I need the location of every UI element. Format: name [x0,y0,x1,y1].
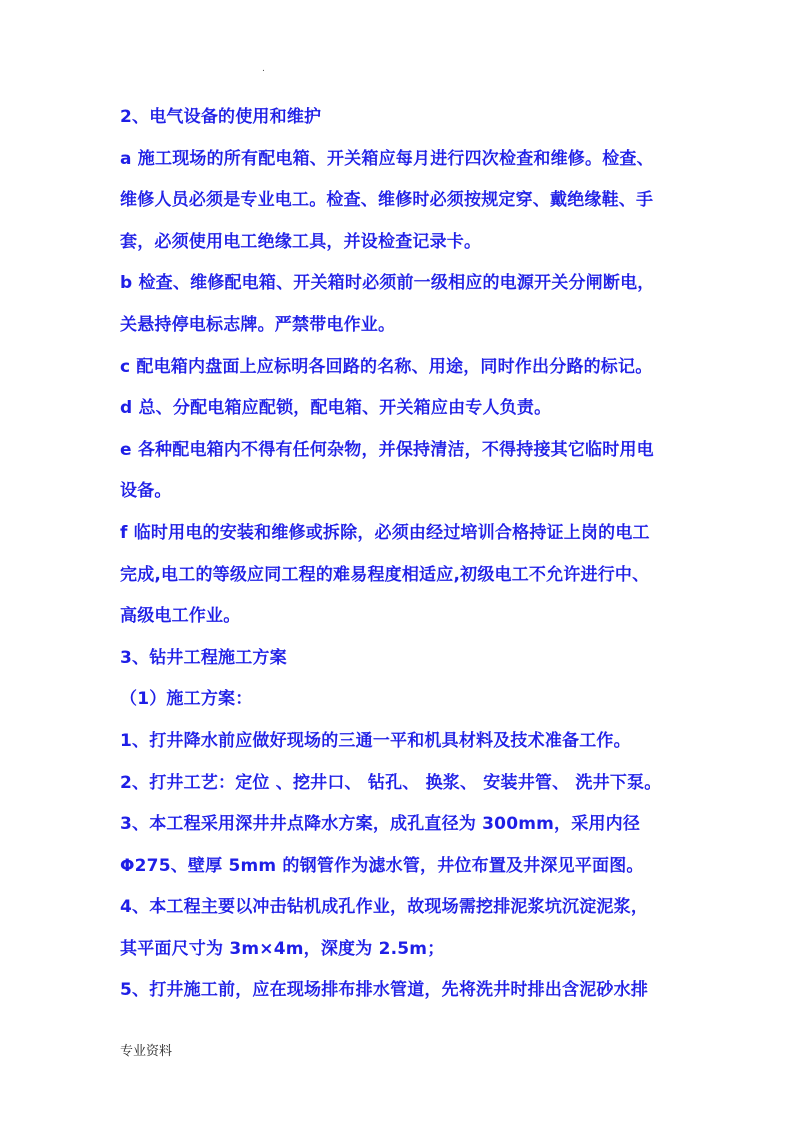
paragraph-line: 完成,电工的等级应同工程的难易程度相适应,初级电工不允许进行中、 [120,564,650,585]
document-body [120,100,700,1015]
paragraph-line: 1、打井降水前应做好现场的三通一平和机具材料及技术准备工作。 [120,730,631,751]
paragraph-line: 高级电工作业。 [120,606,241,627]
subsection-heading: （1）施工方案： [120,689,253,710]
paragraph-line: Φ275、壁厚 5mm 的钢管作为滤水管，井位布置及井深见平面图。 [120,855,644,876]
paragraph-line: 套，必须使用电工绝缘工具，并设检查记录卡。 [120,231,482,252]
paragraph-line: 设备。 [120,481,172,502]
section-heading-electrical: 2、电气设备的使用和维护 [120,107,322,127]
section-heading-drilling: 3、钻井工程施工方案 [120,647,287,668]
header-mark: . [262,64,265,74]
paragraph-line: 3、本工程采用深井井点降水方案，成孔直径为 300mm，采用内径 [120,814,641,835]
paragraph-line: 维修人员必须是专业电工。检查、维修时必须按规定穿、戴绝缘鞋、手 [120,190,654,211]
page-footer: 专业资料 [120,1044,173,1059]
paragraph-line: e 各种配电箱内不得有任何杂物，并保持清洁，不得持接其它临时用电 [120,439,654,460]
paragraph-line: a 施工现场的所有配电箱、开关箱应每月进行四次检查和维修。检查、 [120,148,654,169]
paragraph-line: 关悬持停电标志牌。严禁带电作业。 [120,314,396,335]
paragraph-line: b 检查、维修配电箱、开关箱时必须前一级相应的电源开关分闸断电， [120,273,655,294]
paragraph-line: c 配电箱内盘面上应标明各回路的名称、用途，同时作出分路的标记。 [120,356,653,377]
paragraph-line: d 总、分配电箱应配锁，配电箱、开关箱应由专人负责。 [120,398,552,419]
paragraph-line: 5、打井施工前，应在现场排布排水管道，先将洗井时排出含泥砂水排 [120,980,649,1001]
paragraph-line: 2、打井工艺：定位 、挖井口、 钻孔、 换浆、 安装井管、 洗井下泵。 [120,772,662,793]
paragraph-line: 4、本工程主要以冲击钻机成孔作业，故现场需挖排泥浆坑沉淀泥浆， [120,897,649,918]
paragraph-line: f 临时用电的安装和维修或拆除，必须由经过培训合格持证上岗的电工 [120,522,650,543]
paragraph-line: 其平面尺寸为 3m×4m，深度为 2.5m； [120,938,445,959]
